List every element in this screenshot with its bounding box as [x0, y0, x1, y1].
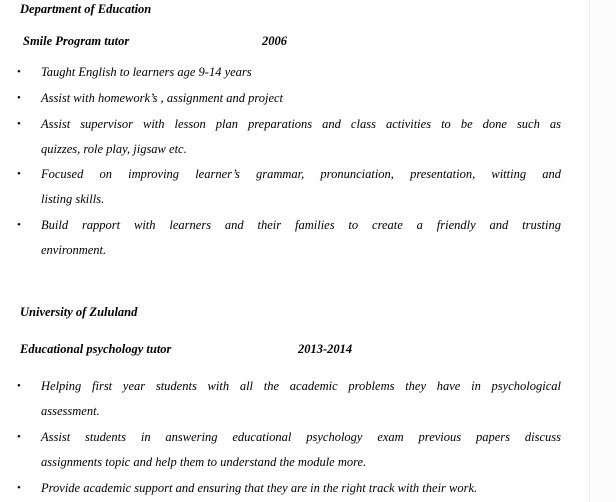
- role-year: 2006: [262, 34, 287, 48]
- bullet-line: environment.: [41, 243, 107, 257]
- bullet-marker: •: [17, 92, 21, 104]
- bullet-marker: •: [17, 118, 21, 130]
- role-year: 2013-2014: [298, 342, 353, 356]
- bullet-line: Focused on improving learner’s grammar, pronunciation, presentation, witting and: [41, 167, 561, 181]
- bullet-line: assessment.: [41, 404, 100, 418]
- bullet-line: listing skills.: [41, 192, 105, 206]
- bullet-marker: •: [17, 482, 21, 494]
- bullet-line: quizzes, role play, jigsaw etc.: [41, 142, 187, 156]
- role-title: Smile Program tutor: [23, 34, 130, 48]
- bullet-marker: •: [17, 431, 21, 443]
- org-heading: University of Zululand: [20, 305, 138, 319]
- bullet-marker: •: [17, 168, 21, 180]
- bullet-line: Provide academic support and ensuring that they are in the right track with their work.: [41, 481, 478, 495]
- bullet-line: Helping first year students with all the academic problems they have in psychological: [41, 379, 561, 393]
- page-edge: [589, 0, 616, 502]
- bullet-line: Build rapport with learners and their families to create a friendly and trusting: [41, 218, 561, 232]
- bullet-line: assignments topic and help them to understand the module more.: [41, 455, 367, 469]
- bullet-marker: •: [17, 380, 21, 392]
- role-title: Educational psychology tutor: [20, 342, 172, 356]
- bullet-marker: •: [17, 219, 21, 231]
- bullet-marker: •: [17, 66, 21, 78]
- org-heading: Department of Education: [20, 2, 152, 16]
- bullet-line: Assist students in answering educational psychology exam previous papers discuss: [41, 430, 561, 444]
- bullet-line: Assist with homework’s , assignment and project: [41, 91, 284, 105]
- bullet-line: Assist supervisor with lesson plan preparations and class activities to be done such as: [41, 117, 561, 131]
- bullet-line: Taught English to learners age 9-14 years: [41, 65, 252, 79]
